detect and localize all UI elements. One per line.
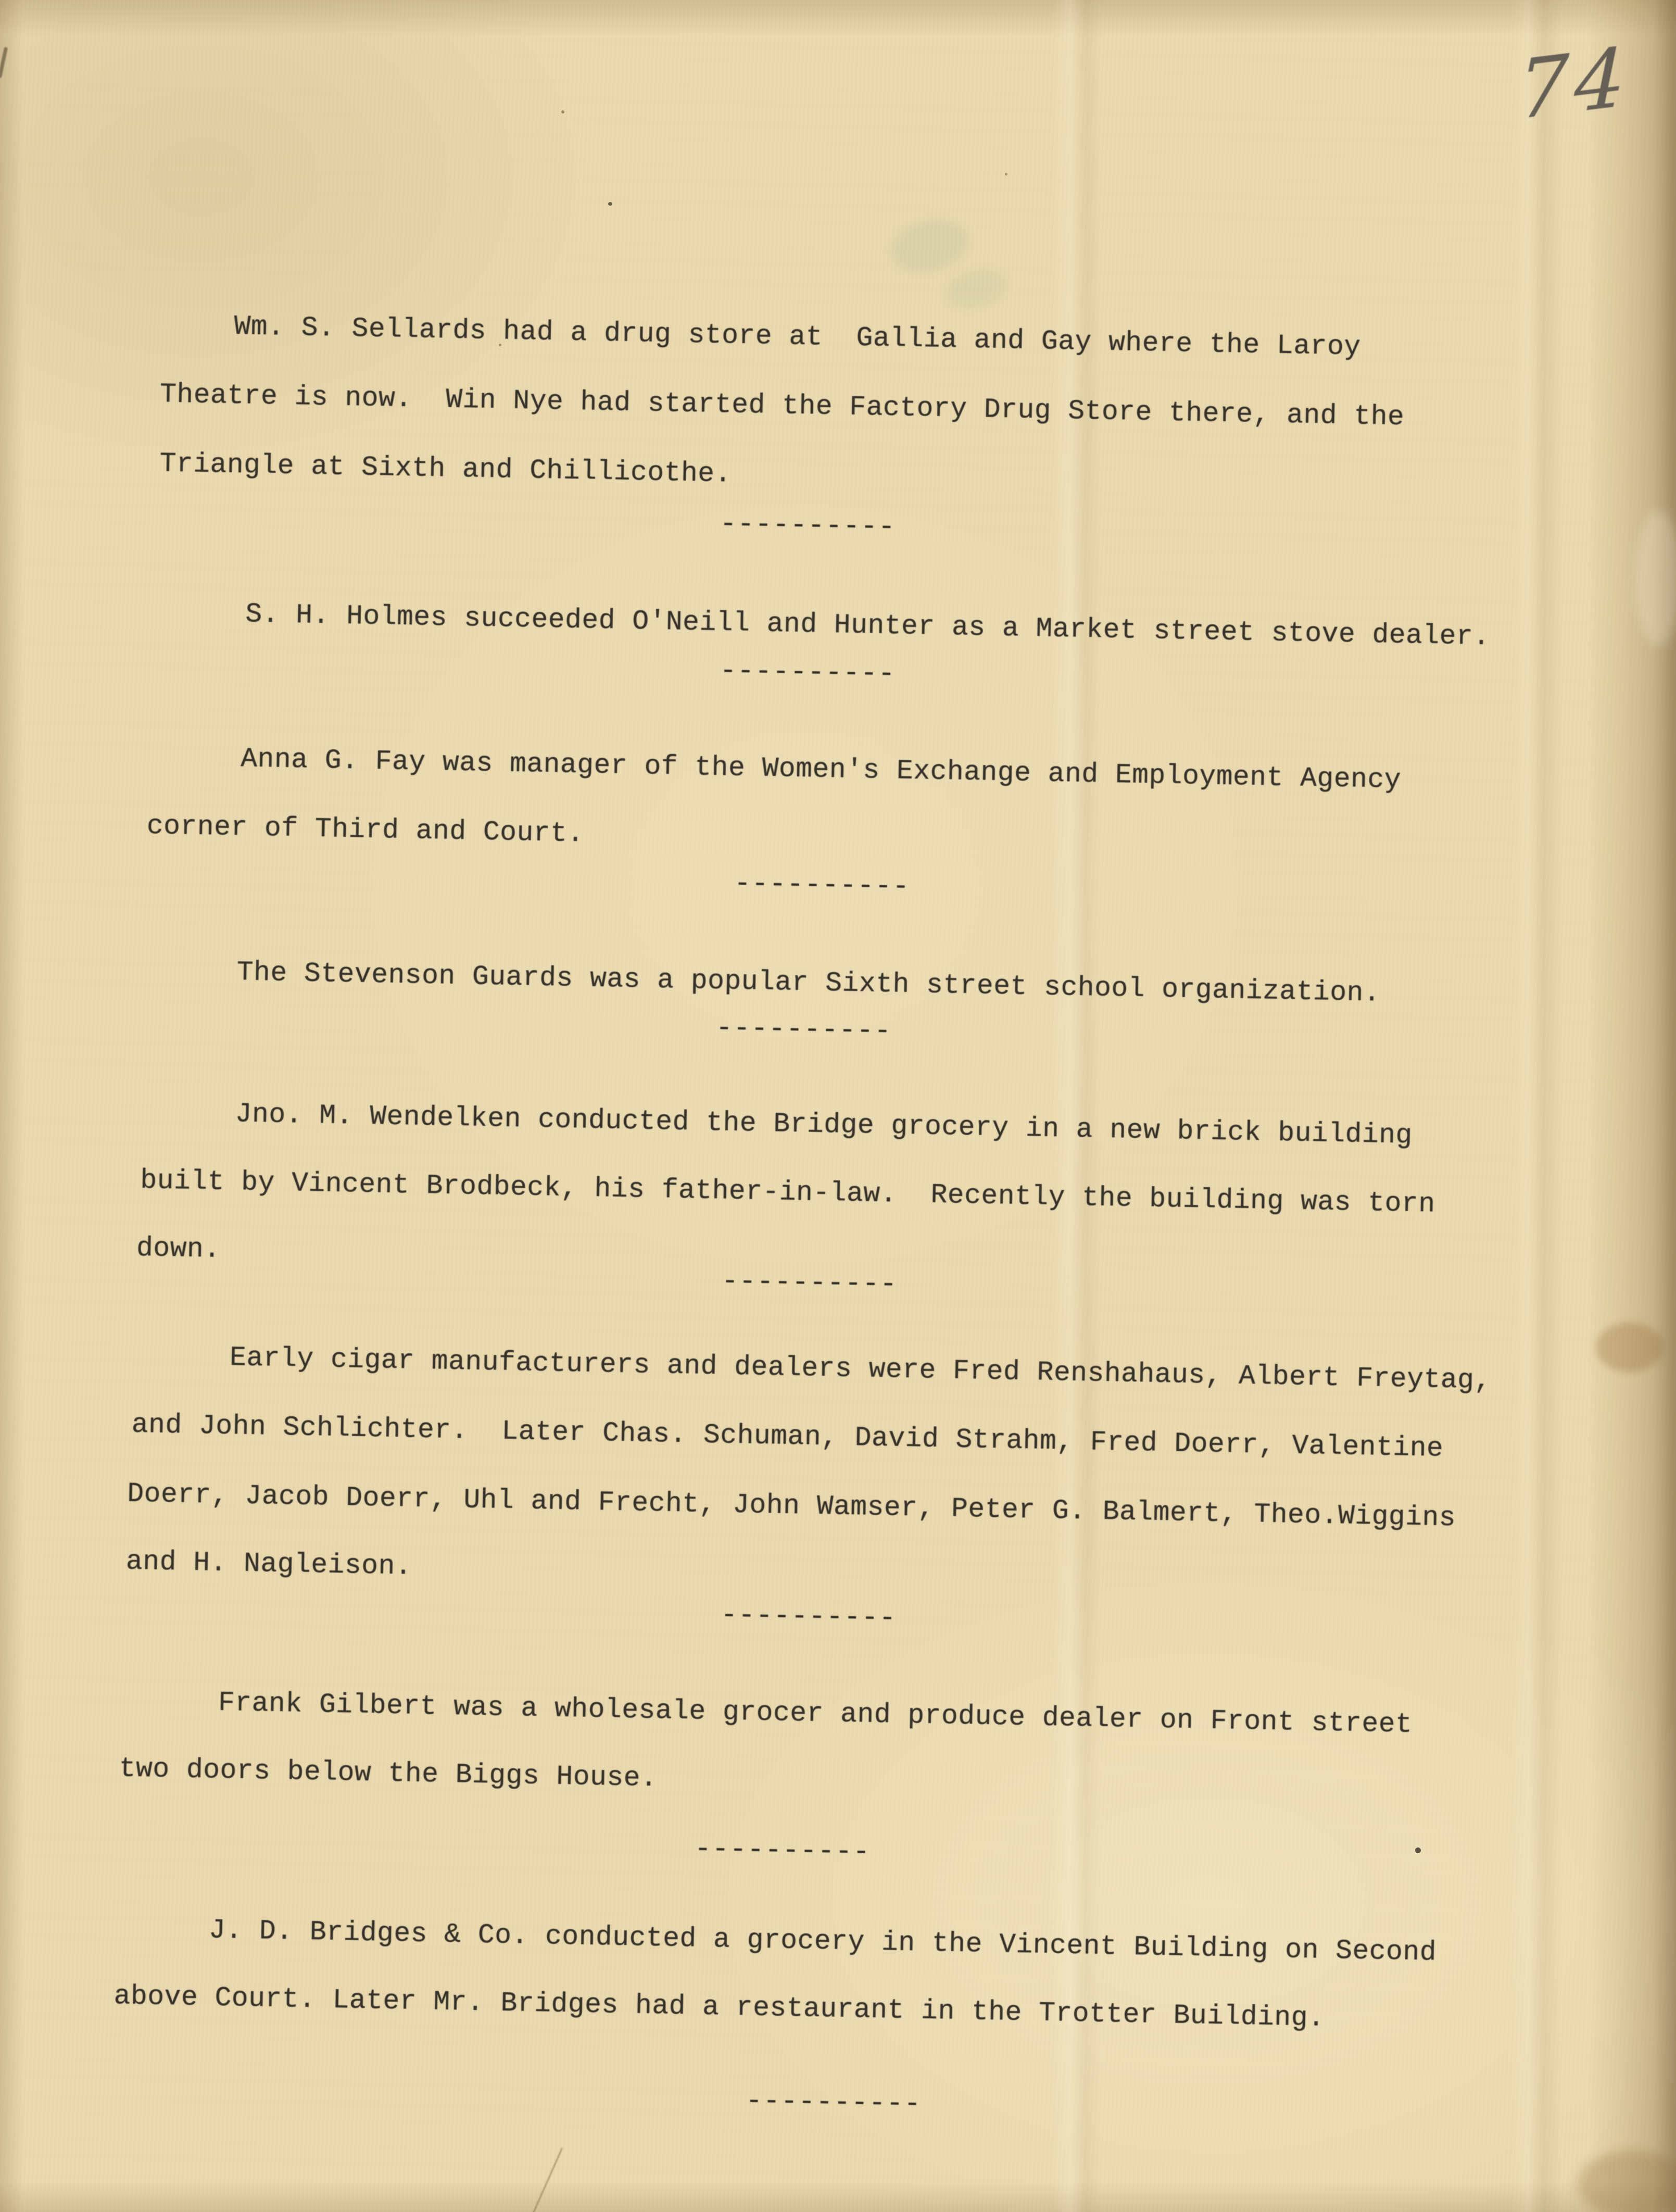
typed-line: Early cigar manufacturers and dealers were Fred Renshahaus, Albert Freytag,: [229, 1342, 1492, 1397]
typed-line: corner of Third and Court.: [146, 810, 585, 850]
section-separator: ----------: [694, 1833, 871, 1868]
typed-line: Triangle at Sixth and Chillicothe.: [159, 448, 732, 490]
typed-line: built by Vincent Brodbeck, his father-in-law. Recently the building was torn: [140, 1164, 1436, 1220]
typed-line: and John Schlichter. Later Chas. Schuman, David Strahm, Fred Doerr, Valentine: [131, 1409, 1444, 1464]
typed-line: Frank Gilbert was a wholesale grocer and produce dealer on Front street: [218, 1687, 1413, 1740]
typed-line: Wm. S. Sellards had a drug store at Gallia and Gay where the Laroy: [233, 310, 1362, 363]
typed-line: J. D. Bridges & Co. conducted a grocery in the Vincent Building on Second: [208, 1914, 1437, 1968]
typed-line: Jno. M. Wendelken conducted the Bridge grocery in a new brick building: [235, 1098, 1413, 1151]
section-separator: ----------: [720, 1599, 897, 1634]
page-number: 74: [1517, 29, 1632, 139]
section-separator: ----------: [715, 1012, 892, 1047]
section-separator: ----------: [745, 2085, 922, 2120]
typed-line: Theatre is now. Win Nye had started the Factory Drug Store there, and the: [159, 379, 1405, 433]
typed-line: above Court. Later Mr. Bridges had a restaurant in the Trotter Building.: [114, 1980, 1325, 2034]
section-separator: ----------: [720, 655, 897, 690]
typed-line: S. H. Holmes succeeded O'Neill and Hunter as a Market street stove dealer.: [245, 598, 1491, 653]
typed-line: and H. Nagleison.: [125, 1545, 412, 1582]
typed-line: Doerr, Jacob Doerr, Uhl and Frecht, John Wamser, Peter G. Balmert, Theo.Wiggins: [127, 1478, 1456, 1534]
section-separator: ----------: [720, 508, 897, 543]
typed-line: Anna G. Fay was manager of the Women's Exchange and Employment Agency: [240, 743, 1402, 796]
section-separator: ----------: [721, 1265, 898, 1300]
typed-line: The Stevenson Guards was a popular Sixth street school organization.: [236, 957, 1381, 1009]
section-separator: ----------: [734, 868, 911, 902]
typed-line: two doors below the Biggs House.: [119, 1753, 658, 1794]
typed-line: down.: [136, 1232, 221, 1265]
